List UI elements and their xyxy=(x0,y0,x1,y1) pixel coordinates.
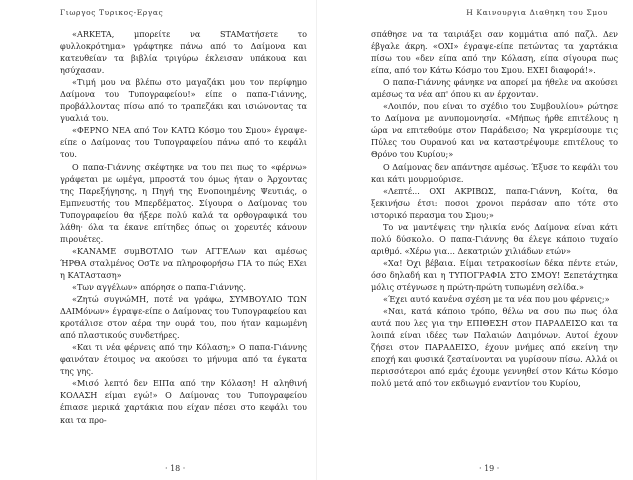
left-page-body xyxy=(60,28,307,426)
left-paragraph-8: «Και τι νέα φέρνεις από την Κόλαση;» Ο παπα-Γιάννης φαινόταν έτοιμος να ακούσει το μήνυμα από τα έγκατα της γης. xyxy=(60,342,307,377)
right-page-body xyxy=(371,28,618,389)
right-paragraph-1: σπάθησε να τα ταιριάξει σαν κομμάτια από παζλ. Δεν έβγαλε άκρη. «ΟΧΙ» έγραψε-είπε πετώντας τα χαρτάκια πίσω του «δεν είπα από την Κόλαση, είπα σίγουρα πως είπα, από τον Κάτω Κόσμο του Σμου. ΕΧΕΙ διαφορά!». xyxy=(371,29,618,76)
left-paragraph-3: «ΦΕΡΝΟ ΝΕΑ από Τον ΚΑΤΩ Κόσμο του Σμου» έγραψε-είπε ο Δαίμονας του Τυπογραφείου πάνω από το κεφάλι του. xyxy=(60,125,307,160)
right-paragraph-3: «Λοιπόν, που είναι το σχέδιο του Συμβουλίου» ρώτησε το Δαίμονα με ανυπομονησία. «Μήπως ήρθε επιτέλους η ώρα να επιτεθούμε στον Παράδεισο; Να γκρεμίσουμε τις Πύλες του Ουρανού και να καταστρέψουμε επιτέλους το Θρόνο του Κυρίου;» xyxy=(371,101,618,160)
right-page xyxy=(317,0,633,480)
right-paragraph-5: «Λεπτέ... ΟΧΙ ΑΚΡΙΒΩΣ, παπα-Γιάννη, Κοίτα, θα ξεκινήσω έτσι: ποσοι χρονοι περάσαν απο τότε στο ιστορικό περασμα του Σμου;» xyxy=(371,185,618,220)
left-paragraph-2: «Τιμή μου να βλέπω στο μαγαζάκι μου τον περίφημο Δαίμονα του Τυπογραφείου!» είπε ο παπα-Γιάννης, προβάλλοντας πίσω από το τραπεζάκι και ισιώνοντας τα γυαλιά του. xyxy=(60,77,307,124)
right-paragraph-4: Ο Δαίμονας δεν απάντησε αμέσως. Έξυσε το κεφάλι του και κάτι μουρμούρισε. xyxy=(371,161,618,184)
left-paragraph-5: «ΚΑΝΑΜΕ συμΒΟΤΛΙΟ των ΑΓΓΕΛων και αμέσως ΉΡΘΑ σταλμένος ΟσΤε να πληροφορήσω ΓΙΑ το πώς ΕΧει η ΚΑΤΑσταση» xyxy=(60,245,307,280)
left-paragraph-7: «Ζητώ συγνώΜΗ, ποτέ να γράφω, ΣΥΜΒΟΥΛΙΟ ΤΩΝ ΔΑΙΜόνων» έγραψε-είπε ο Δαίμονας του Τυπογραφείου και κροτάλισε στον αέρα την ουρά του, που ήταν καμωμένη από πλαστικούς συνδετήρες. xyxy=(60,294,307,341)
left-paragraph-4: Ο παπα-Γιάννης σκέφτηκε να του πει πως το «φέρνω» γράφεται με ωμέγα, μπροστά του όμως ήταν ο Άρχοντας της Παρεξήγησης, η Πηγή της Ενοποιημένης Ψευτιάς, ο Εμπνευστής του Μπερδέματος. Σίγουρα ο Δαίμονας του Τυπογραφείου θα ήξερε πολύ καλά τα ορθογραφικά του λάθη· όλα τα έκανε επίτηδες όπως οι χορευτές κάνουν πιρουέτες. xyxy=(60,161,307,244)
left-page xyxy=(0,0,316,480)
left-running-head: Γιωργος Τυρικος-Εργας xyxy=(60,8,164,17)
left-paragraph-6: «Των αγγέλων» απόρησε ο παπα-Γιάννης. xyxy=(72,281,246,292)
right-running-head: Η Καινουργια Διαθηκη του Σμου xyxy=(466,8,608,17)
right-paragraph-9: «Ναι, κατά κάποιο τρόπο, θέλω να σου πω πως όλα αυτά που λες για την ΕΠΙΘΕΣΗ στον ΠΑΡΑΔΕΙΣΟ και τα λοιπά είναι ιδέες των Παλαιών Δαιμόνων. Αυτοί έχουν ζήσει στον ΠΑΡΑΔΕΙΣΟ, έχουν μνήμες από εκείνη την εποχή και φυσικά ζεσταίνονται να γυρίσουν πίσω. Αλλά οι περισσότεροι από εμάς έχουμε γεννηθεί στον Κάτω Κόσμο πολύ μετά από τον εκδιωγμό εναντίον του Κυρίου, xyxy=(371,306,618,389)
right-paragraph-7: «Χα! Όχι βέβαια. Είμαι τετρακοσίων δέκα πέντε ετών, όσο δηλαδή και η ΤΥΠΟΓΡΑΦΙΑ ΣΤΟ ΣΜΟΥ! Ξεπετάχτηκα μόλις στέγνωσε η πρώτη-πρώτη τυπωμένη σελίδα.» xyxy=(371,257,618,292)
left-paragraph-9: «Μισό λεπτό δεν ΕΙΠα από την Κόλαση! Η αληθινή ΚΟΛΑΣΗ είμαι εγώ!» Ο Δαίμονας του Τυπογραφείου έπιασε μερικά χαρτάκια που είχαν πέσει στο κεφάλι του και τα προ- xyxy=(60,378,307,425)
right-page-number: · 19 · xyxy=(479,464,500,473)
right-paragraph-8: «Έχει αυτό κανένα σχέση με τα νέα που μου φέρνεις;» xyxy=(383,294,610,305)
left-page-number: · 18 · xyxy=(165,464,186,473)
right-paragraph-6: Το να μαντέψεις την ηλικία ενός Δαίμονα είναι κάτι πολύ δύσκολο. Ο παπα-Γιάννης θα έλεγε κάποιο τυχαίο αριθμό. «Χέρω για... Δεκατριών χιλιάδων ετών» xyxy=(371,221,618,256)
right-paragraph-2: Ο παπα-Γιάννης φάνηκε να απορεί μα ήθελε να ακούσει αμέσως τα νέα απ' όπου κι αν έρχονταν. xyxy=(371,77,618,100)
left-paragraph-1: «ARKETA, μπορείτε να STAMατήσετε το φυλλοκρότημα» γράφτηκε πάνω από το Δαίμονα και κατευθείαν τα βιβλία τριγύρω έκλεισαν υπάκουα και ησύχασαν. xyxy=(60,29,307,76)
